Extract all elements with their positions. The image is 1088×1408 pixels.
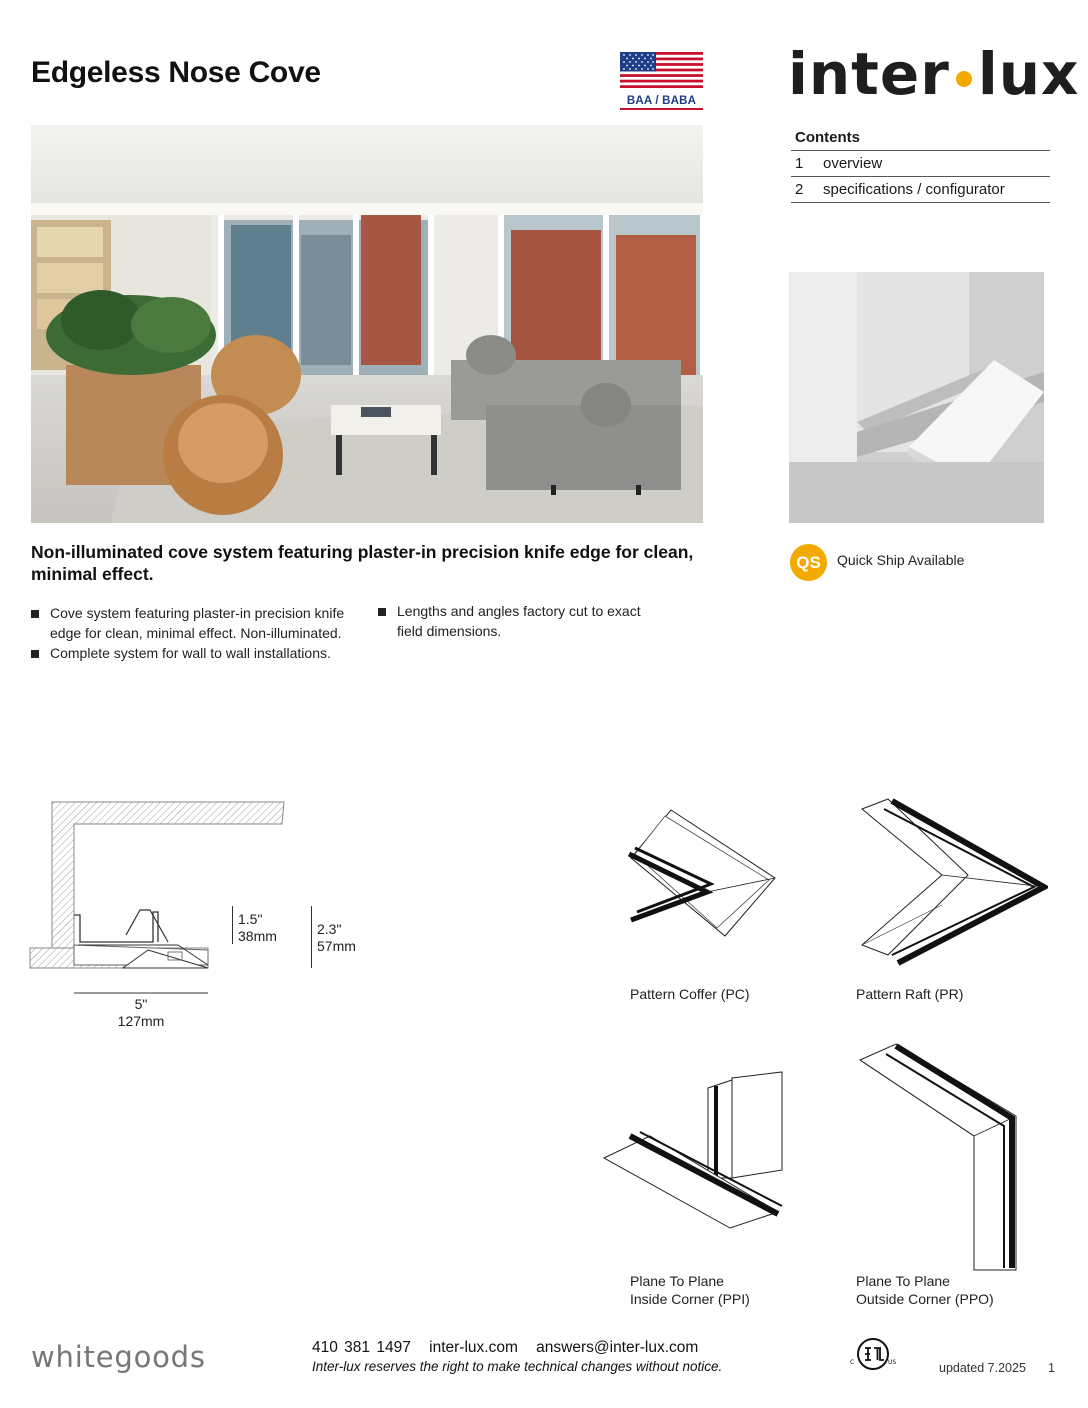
feature-list-left — [30, 604, 360, 665]
dimension-height-mm: 38mm — [238, 928, 277, 944]
footer-brand-logo: whitegoods — [31, 1340, 206, 1374]
pattern-ppo-caption — [856, 1272, 994, 1308]
dimension-total-mm: 57mm — [317, 938, 356, 954]
dimension-width — [100, 996, 182, 1030]
flag-label: BAA / BABA — [620, 95, 703, 110]
contents-item-specifications[interactable] — [791, 177, 1050, 203]
quick-ship-badge-icon: QS — [790, 544, 827, 581]
contents-item-label: overview — [823, 155, 883, 172]
dimension-total — [317, 921, 356, 955]
svg-text:C: C — [850, 1359, 855, 1366]
profile-section-drawing — [28, 800, 298, 1005]
updated-date: updated 7.2025 — [939, 1361, 1026, 1375]
dimension-height-in: 1.5" — [238, 911, 263, 927]
footer-phone[interactable]: 410 381 1497 — [312, 1339, 411, 1356]
pattern-caption-line: Plane To Plane — [630, 1273, 724, 1289]
tagline: Non-illuminated cove system featuring plaster-in precision knife edge for clean, minimal effect. — [31, 542, 694, 584]
pattern-caption-line: Pattern Coffer (PC) — [630, 986, 750, 1002]
quick-ship-label: Quick Ship Available — [837, 552, 965, 568]
contents-item-overview[interactable] — [791, 151, 1050, 177]
list-item: Cove system featuring plaster-in precision knife edge for clean, minimal effect. Non-illuminated. — [30, 604, 360, 643]
detail-photo — [789, 272, 1044, 523]
footer-website-link[interactable]: inter-lux.com — [429, 1339, 518, 1356]
footer-email-link[interactable]: answers@inter-lux.com — [536, 1339, 699, 1356]
page-number: 1 — [1048, 1361, 1055, 1375]
dimension-width-in: 5" — [134, 996, 148, 1012]
dimension-height — [238, 911, 277, 945]
list-item: Complete system for wall to wall installations. — [30, 644, 360, 664]
page-title: Edgeless Nose Cove — [31, 56, 321, 89]
footer-disclaimer: Inter-lux reserves the right to make technical changes without notice. — [312, 1359, 723, 1374]
contents-title: Contents — [791, 126, 1050, 151]
brand-left: inter — [788, 40, 950, 108]
feature-list-right — [377, 602, 667, 642]
brand-right: lux — [977, 40, 1080, 108]
dimension-total-in: 2.3" — [317, 921, 342, 937]
pattern-ppi-caption — [630, 1272, 750, 1308]
brand-logo — [788, 40, 1079, 108]
hero-photo — [31, 125, 703, 523]
dimension-line-height — [232, 906, 233, 944]
pattern-ppo-drawing — [856, 1040, 1021, 1280]
contents-item-label: specifications / configurator — [823, 181, 1005, 198]
contents-item-number: 2 — [795, 181, 804, 198]
contents-item-number: 1 — [795, 155, 804, 172]
us-flag-icon — [620, 52, 703, 88]
pattern-ppi-drawing — [600, 1070, 785, 1235]
dimension-line-total — [311, 906, 312, 968]
etl-certification-icon — [850, 1336, 896, 1377]
brand-dot-icon — [956, 71, 972, 87]
dimension-width-mm: 127mm — [117, 1013, 165, 1029]
list-item: Lengths and angles factory cut to exact field dimensions. — [377, 602, 667, 641]
pattern-raft-drawing — [858, 795, 1048, 975]
pattern-caption-line: Inside Corner (PPI) — [630, 1291, 750, 1307]
pattern-coffer-drawing — [625, 808, 777, 943]
pattern-caption-line: Pattern Raft (PR) — [856, 986, 964, 1002]
pattern-raft-caption — [856, 985, 963, 1003]
pattern-caption-line: Plane To Plane — [856, 1273, 950, 1289]
baa-baba-badge — [620, 52, 703, 110]
contents-table — [791, 126, 1050, 203]
pattern-coffer-caption — [630, 985, 750, 1003]
pattern-caption-line: Outside Corner (PPO) — [856, 1291, 994, 1307]
footer-contact — [312, 1339, 710, 1357]
svg-text:US: US — [888, 1359, 896, 1366]
